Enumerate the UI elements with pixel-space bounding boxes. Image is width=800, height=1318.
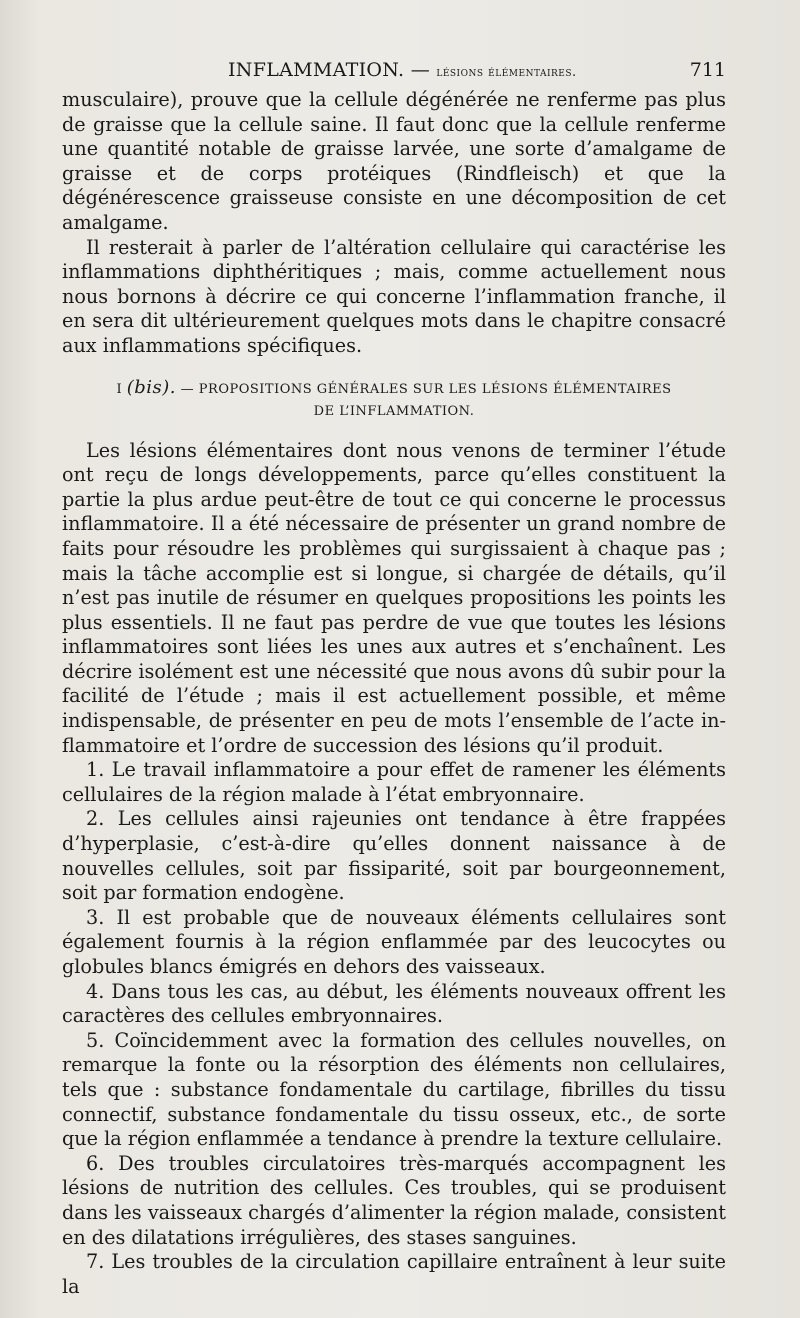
section-number: I bbox=[116, 381, 123, 397]
proposition-4: 4. Dans tous les cas, au début, les éléments nouveaux offrent les caractères des cellules embryonnaires. bbox=[62, 979, 726, 1028]
proposition-6: 6. Des troubles circulatoires très-marqués accompagnent les lésions de nutrition des cellules. Ces troubles, qui se produisent dans les vaisseaux chargés d’alimenter la région malade, consistent en des dilatations irrégulières, des stases sanguines. bbox=[62, 1151, 726, 1249]
page-body bbox=[62, 88, 726, 1299]
header-title bbox=[228, 58, 577, 85]
page-number: 711 bbox=[689, 59, 726, 81]
paragraph-continuation: musculaire), prouve que la cellule dégénérée ne renferme pas plus de graisse que la cellule saine. Il faut donc que la cellule renferme une quantité notable de graisse larvée, une sorte d’amalgame de graisse et de corps protéiques (Rindfleisch) et que la dégénérescence graisseuse consiste en une décomposition de cet amalgame. bbox=[62, 88, 726, 234]
section-title-line-2: DE L’INFLAMMATION. bbox=[313, 403, 475, 419]
paragraph-diphtheritic: Il resterait à parler de l’altération cellulaire qui caractérise les inflammations diphthéritiques ; mais, comme actuellement nous nous bornons à décrire ce qui concerne l’inflammation franche, il en sera dit ultérieurement quelques mots dans le chapitre consacré aux inflammations spécifiques. bbox=[62, 235, 726, 357]
proposition-3: 3. Il est probable que de nouveaux éléments cellulaires sont également fournis à la région enflammée par des leucocytes ou globules blancs émigrés en dehors des vaisseaux. bbox=[62, 905, 726, 978]
proposition-1: 1. Le travail inflammatoire a pour effet de ramener les éléments cellulaires de la région malade à l’état embryonnaire. bbox=[62, 758, 726, 806]
header-title-separator: — bbox=[404, 59, 437, 81]
section-title-line-1: — PROPOSITIONS GÉNÉRALES SUR LES LÉSIONS ÉLÉMENTAIRES bbox=[176, 381, 672, 397]
proposition-5: 5. Coïncidemment avec la formation des cellules nouvelles, on remarque la fonte ou la résorption des éléments non cellulaires, tels que : substance fondamentale du cartilage, fibrilles du tissu connectif, substance fondamentale du tissu osseux, etc., de sorte que la région enflammée a tendance à prendre la texture cellulaire. bbox=[62, 1028, 726, 1151]
header-title-main: INFLAMMATION. bbox=[228, 59, 405, 81]
proposition-7: 7. Les troubles de la circulation capillaire entraînent à leur suite la bbox=[62, 1250, 726, 1298]
running-header bbox=[62, 58, 726, 82]
section-heading bbox=[62, 377, 726, 423]
proposition-2: 2. Les cellules ainsi rajeunies ont tendance à être frappées d’hyperplasie, c’est-à-dire qu’elles donnent naissance à de nouvelles cellules, soit par fissiparité, soit par bourgeonnement, soit par formation endogène. bbox=[62, 807, 726, 905]
header-title-sub: lésions élémentaires. bbox=[436, 65, 577, 80]
section-heading-line-1 bbox=[62, 377, 726, 401]
section-bis: (bis). bbox=[126, 376, 177, 398]
paragraph-intro: Les lésions élémentaires dont nous venons de terminer l’étude ont reçu de longs développements, parce qu’elles constituent la partie la plus ardue peut-être de tout ce qui concerne le processus inflammatoire. Il a été nécessaire de présenter un grand nombre de faits pour résoudre les problèmes qui surgissaient à chaque pas ; mais la tâche accomplie est si longue, si chargée de détails, qu’il n’est pas inutile de résumer en quelques propositions les points les plus essentiels. Il ne faut pas perdre de vue que toutes les lésions inflammatoires sont liées les unes aux autres et s’enchaînent. Les décrire isolément est une nécessité que nous avons dû subir pour la facilité de l’étude ; mais il est actuellement possible, et même indispensable, de présenter en peu de mots l’ensemble de l’acte inflammatoire et l’ordre de succession des lésions qu’il produit. bbox=[62, 438, 726, 757]
